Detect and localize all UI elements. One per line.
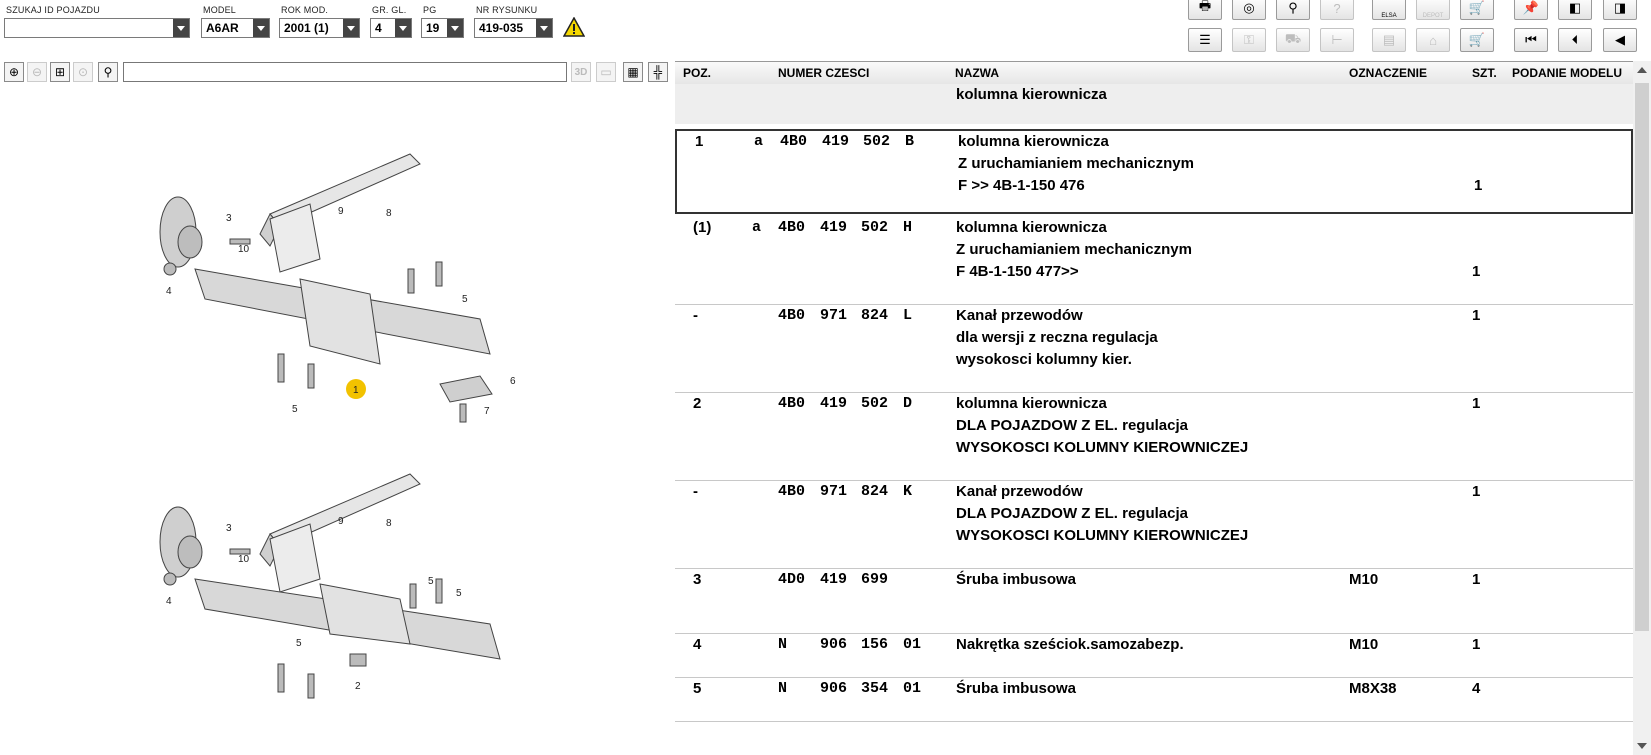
callout-2: 2: [355, 681, 361, 692]
callout-9: 9: [338, 206, 344, 217]
model-label: MODEL: [203, 5, 237, 15]
part-name-line: Śruba imbusowa: [956, 571, 1077, 588]
col-podanie[interactable]: PODANIE MODELU: [1512, 66, 1623, 80]
group-title-row: [675, 84, 1633, 124]
part-name-line: DLA POJAZDOW Z EL. regulacja: [956, 505, 1188, 522]
part-designation: M10: [1349, 636, 1379, 653]
part-name-line: F 4B-1-150 477>>: [956, 263, 1079, 280]
part-number-main: 502: [861, 219, 889, 236]
callout-3: 3: [226, 523, 232, 534]
part-number-prefix: 4B0: [778, 395, 806, 412]
part-name-line: dla wersji z reczna regulacja: [956, 329, 1158, 346]
part-number-group: 419: [820, 395, 848, 412]
part-name-line: Kanał przewodów: [956, 483, 1083, 500]
zoom-out-icon[interactable]: ⊖: [27, 62, 47, 82]
position-number: -: [693, 307, 698, 324]
depot-button[interactable]: DEPOT: [1416, 0, 1450, 20]
callout-4: 4: [166, 596, 172, 607]
group-select[interactable]: 4: [370, 18, 412, 38]
table-row[interactable]: [675, 129, 1633, 214]
callout-5a: 5: [296, 638, 302, 649]
chevron-down-icon: [173, 19, 189, 37]
col-poz[interactable]: POZ.: [683, 66, 712, 80]
binoculars-icon[interactable]: ⚲: [1276, 0, 1310, 20]
dealer-icon[interactable]: ⌂: [1416, 28, 1450, 52]
zoom-fit-icon[interactable]: ⊞: [50, 62, 70, 82]
warning-icon[interactable]: [563, 17, 585, 37]
back-icon[interactable]: ◀: [1603, 28, 1637, 52]
parts-list-icon[interactable]: ☰: [1188, 28, 1222, 52]
parts-table-header: [675, 61, 1633, 85]
scroll-down-icon[interactable]: [1637, 743, 1647, 749]
scrollbar-thumb[interactable]: [1635, 83, 1649, 631]
print-icon[interactable]: 🖶: [1188, 0, 1222, 20]
table-row[interactable]: [675, 634, 1633, 678]
part-number-prefix: N: [778, 680, 788, 697]
drawing-select[interactable]: 419-035: [474, 18, 553, 38]
callout-6: 6: [510, 376, 516, 387]
part-number-group: 419: [822, 133, 850, 150]
table-row[interactable]: [675, 217, 1633, 305]
group-title: kolumna kierownicza: [956, 86, 1107, 103]
part-number-main: 156: [861, 636, 889, 653]
next-page-icon[interactable]: ◨: [1603, 0, 1637, 20]
pin-icon[interactable]: 📌: [1514, 0, 1548, 20]
skip-back-icon[interactable]: ⏴: [1558, 28, 1592, 52]
vehicle-info-icon[interactable]: ◎: [1232, 0, 1266, 20]
callout-5b: 5: [428, 576, 434, 587]
chevron-down-icon: [253, 19, 269, 37]
chevron-down-icon: [447, 19, 463, 37]
part-number-group: 419: [820, 571, 848, 588]
parts-table: [675, 84, 1633, 755]
part-number-group: 971: [820, 307, 848, 324]
position-number: 5: [693, 680, 702, 697]
part-number-suffix: 01: [903, 680, 922, 697]
parts-diagram[interactable]: [0, 84, 670, 755]
part-name-line: Z uruchamianiem mechanicznym: [956, 241, 1192, 258]
part-name-line: F >> 4B-1-150 476: [958, 177, 1085, 194]
parts-info-icon[interactable]: ?: [1320, 0, 1354, 20]
diagram-bottom: [160, 474, 500, 698]
position-number: (1): [693, 219, 712, 236]
year-select[interactable]: 2001 (1): [279, 18, 360, 38]
part-number-prefix: 4B0: [780, 133, 808, 150]
part-number-main: 354: [861, 680, 889, 697]
part-name-line: DLA POJAZDOW Z EL. regulacja: [956, 417, 1188, 434]
part-number-prefix: 4D0: [778, 571, 806, 588]
part-number-main: 824: [861, 483, 889, 500]
col-nazwa[interactable]: NAZWA: [955, 66, 999, 80]
table-scrollbar[interactable]: [1633, 61, 1651, 755]
callout-10: 10: [238, 554, 250, 565]
table-row[interactable]: [675, 481, 1633, 569]
car-icon[interactable]: ⛟: [1276, 28, 1310, 52]
part-quantity: 1: [1474, 177, 1483, 194]
drawing-label: NR RYSUNKU: [476, 5, 538, 15]
part-name-line: WYSOKOSCI KOLUMNY KIEROWNICZEJ: [956, 439, 1249, 456]
callout-4: 4: [166, 286, 172, 297]
search-icon[interactable]: ⚲: [98, 62, 118, 82]
part-quantity: 1: [1472, 636, 1481, 653]
table-row[interactable]: [675, 393, 1633, 481]
part-number-suffix: B: [905, 133, 915, 150]
part-quantity: 1: [1472, 263, 1481, 280]
model-select[interactable]: A6AR: [201, 18, 270, 38]
part-number-main: 699: [861, 571, 889, 588]
vehicle-id-label: SZUKAJ ID POJAZDU: [6, 5, 100, 15]
part-number-suffix: 01: [903, 636, 922, 653]
part-number-suffix: K: [903, 483, 913, 500]
elsa-button[interactable]: ELSA: [1372, 0, 1406, 20]
col-szt[interactable]: SZT.: [1472, 66, 1497, 80]
callout-8: 8: [386, 518, 392, 529]
part-number-prefix: 4B0: [778, 483, 806, 500]
first-page-icon[interactable]: ⏮: [1514, 28, 1548, 52]
diagram-top: [160, 154, 492, 422]
part-name-line: Śruba imbusowa: [956, 680, 1077, 697]
part-name-line: kolumna kierownicza: [958, 133, 1109, 150]
callout-5a: 5: [292, 404, 298, 415]
callout-3: 3: [226, 213, 232, 224]
collapse-icon[interactable]: ⊢: [1320, 28, 1354, 52]
split-view-icon[interactable]: ▭: [596, 62, 616, 82]
part-name-line: Kanał przewodów: [956, 307, 1083, 324]
layout-icon[interactable]: ▦: [623, 62, 643, 82]
position-number: -: [693, 483, 698, 500]
callout-1: 1: [353, 385, 359, 396]
part-quantity: 4: [1472, 680, 1481, 697]
cart-add-icon[interactable]: 🛒: [1460, 0, 1494, 20]
part-number-main: 502: [861, 395, 889, 412]
position-number: 3: [693, 571, 702, 588]
part-quantity: 1: [1472, 571, 1481, 588]
chevron-down-icon: [536, 19, 552, 37]
part-number-prefix: 4B0: [778, 307, 806, 324]
part-name-line: kolumna kierownicza: [956, 395, 1107, 412]
col-oznaczenie[interactable]: OZNACZENIE: [1349, 66, 1427, 80]
key-icon[interactable]: ⚿: [1232, 28, 1266, 52]
callout-10: 10: [238, 244, 250, 255]
part-number-suffix: D: [903, 395, 913, 412]
part-number-group: 906: [820, 680, 848, 697]
part-quantity: 1: [1472, 483, 1481, 500]
row-flag: a: [752, 219, 762, 236]
part-designation: M10: [1349, 571, 1379, 588]
pg-select[interactable]: 19: [421, 18, 464, 38]
3d-view-button[interactable]: 3D: [571, 62, 591, 82]
pg-label: PG: [423, 5, 437, 15]
part-number-group: 906: [820, 636, 848, 653]
vehicle-id-select[interactable]: [4, 18, 190, 38]
callout-5c: 5: [456, 588, 462, 599]
table-row[interactable]: [675, 678, 1633, 722]
zoom-in-icon[interactable]: ⊕: [4, 62, 24, 82]
chevron-down-icon: [343, 19, 359, 37]
resize-icon[interactable]: ╬: [648, 62, 668, 82]
part-name-line: wysokosci kolumny kier.: [956, 351, 1132, 368]
chevron-down-icon: [395, 19, 411, 37]
part-number-main: 824: [861, 307, 889, 324]
part-number-prefix: 4B0: [778, 219, 806, 236]
part-number-group: 419: [820, 219, 848, 236]
callout-8: 8: [386, 208, 392, 219]
callout-9: 9: [338, 516, 344, 527]
row-flag: a: [754, 133, 764, 150]
scroll-up-icon[interactable]: [1637, 67, 1647, 73]
callout-5b: 5: [462, 294, 468, 305]
part-name-line: Nakrętka sześciok.samozabezp.: [956, 636, 1184, 653]
part-quantity: 1: [1472, 307, 1481, 324]
table-row[interactable]: [675, 305, 1633, 393]
part-number-group: 971: [820, 483, 848, 500]
callout-7: 7: [484, 406, 490, 417]
col-numer[interactable]: NUMER CZESCI: [778, 66, 870, 80]
zoom-search-input[interactable]: [123, 62, 567, 82]
part-name-line: kolumna kierownicza: [956, 219, 1107, 236]
compare-icon[interactable]: ▤: [1372, 28, 1406, 52]
table-row[interactable]: [675, 569, 1633, 634]
part-name-line: Z uruchamianiem mechanicznym: [958, 155, 1194, 172]
position-number: 4: [693, 636, 702, 653]
part-name-line: WYSOKOSCI KOLUMNY KIEROWNICZEJ: [956, 527, 1249, 544]
part-quantity: 1: [1472, 395, 1481, 412]
position-number: 1: [695, 133, 704, 150]
zoom-reset-icon[interactable]: ⊙: [73, 62, 93, 82]
part-number-suffix: H: [903, 219, 913, 236]
position-number: 2: [693, 395, 702, 412]
part-number-main: 502: [863, 133, 891, 150]
year-label: ROK MOD.: [281, 5, 329, 15]
part-number-suffix: L: [903, 307, 913, 324]
prev-page-icon[interactable]: ◧: [1558, 0, 1592, 20]
part-designation: M8X38: [1349, 680, 1397, 697]
group-label: GR. GL.: [372, 5, 407, 15]
part-number-prefix: N: [778, 636, 788, 653]
cart-icon[interactable]: 🛒: [1460, 28, 1494, 52]
